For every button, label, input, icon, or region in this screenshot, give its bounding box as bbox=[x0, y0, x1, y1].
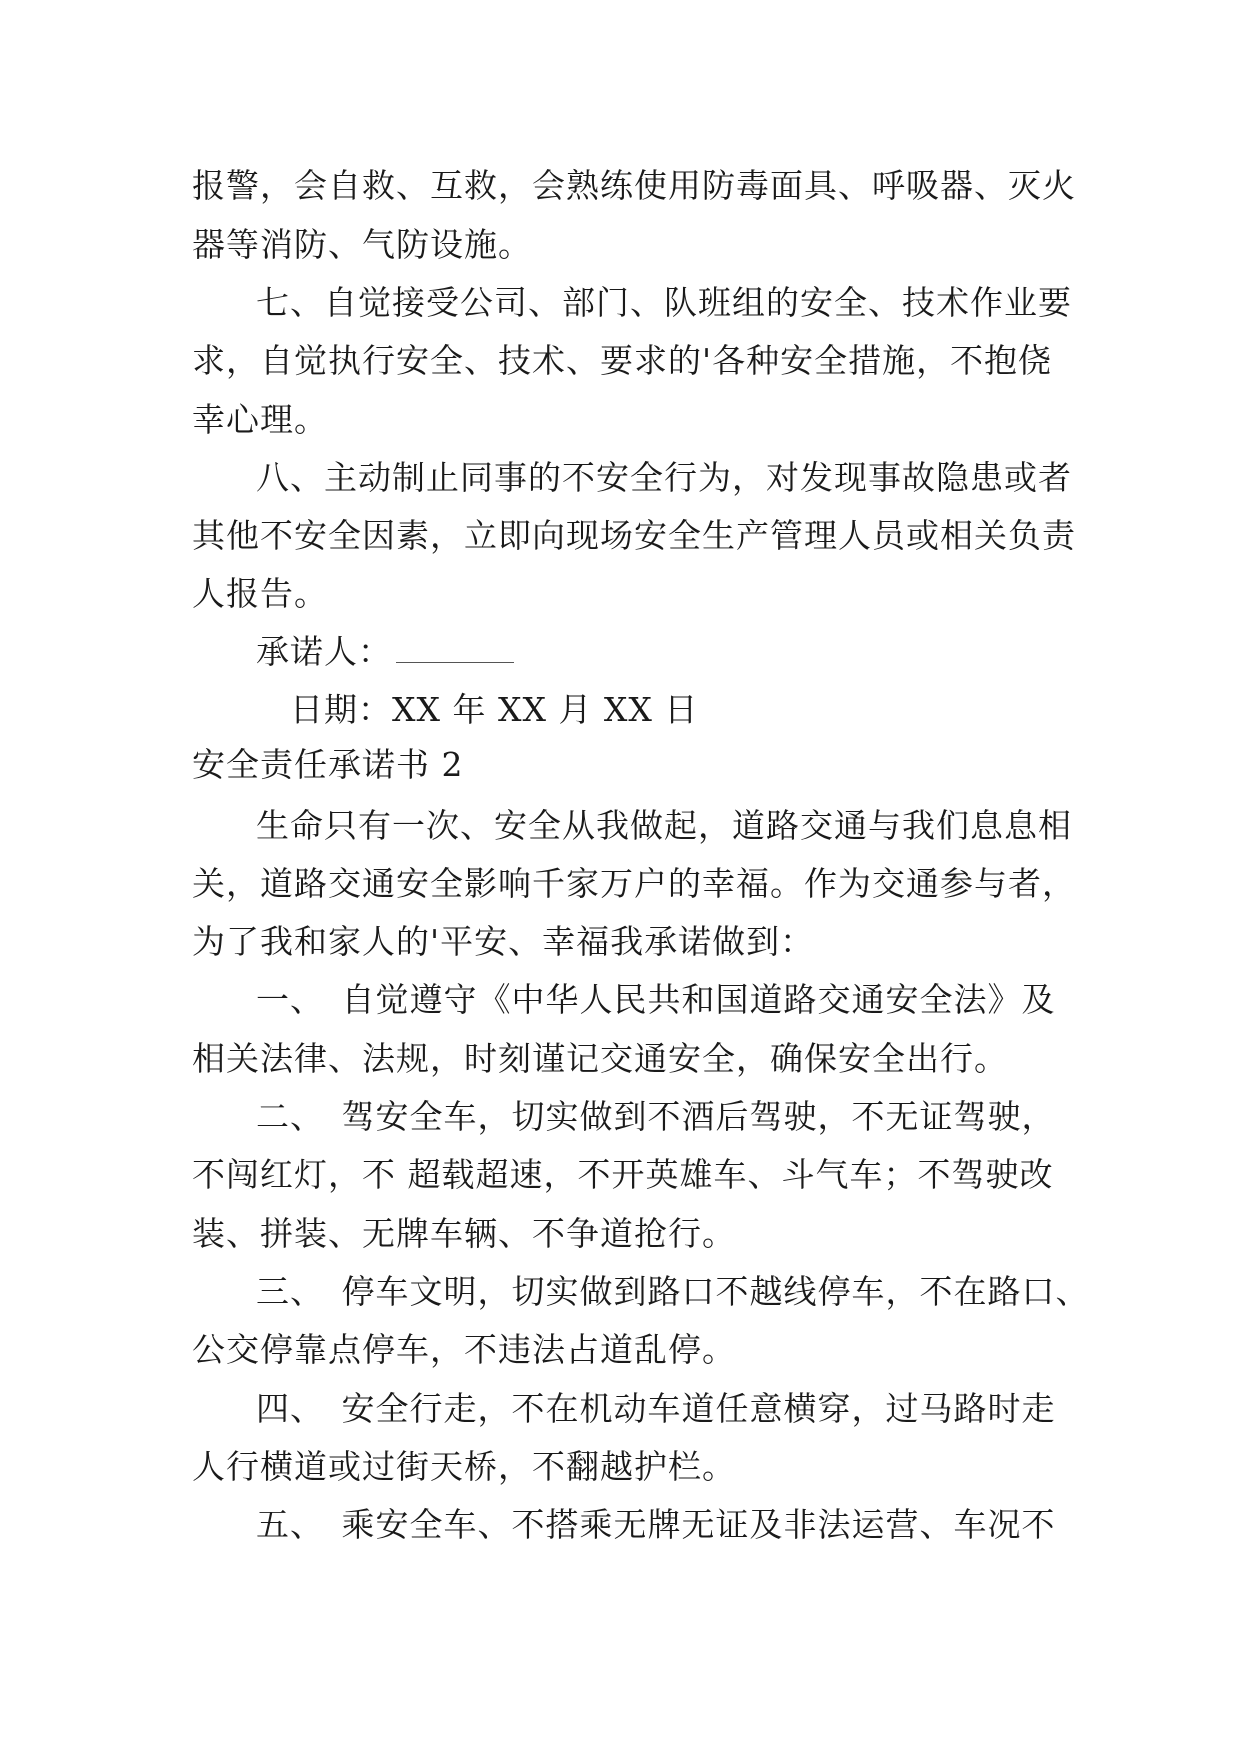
signature-line bbox=[256, 632, 514, 672]
signatory-label: 承诺人： bbox=[256, 632, 392, 671]
item-1-start: 一、 自觉遵守《中华人民共和国道路交通安全法》及 bbox=[256, 980, 1056, 1019]
text-line: 器等消防、气防设施。 bbox=[192, 225, 532, 264]
text-line: 相关法律、法规，时刻谨记交通安全，确保安全出行。 bbox=[192, 1039, 1008, 1078]
date-line: 日期：XX 年 XX 月 XX 日 bbox=[290, 690, 699, 729]
item-5-start: 五、 乘安全车、不搭乘无牌无证及非法运营、车况不 bbox=[256, 1505, 1056, 1544]
text-line: 幸心理。 bbox=[192, 400, 328, 439]
intro-paragraph-start: 生命只有一次、安全从我做起，道路交通与我们息息相 bbox=[256, 806, 1072, 845]
item-3-start: 三、 停车文明，切实做到路口不越线停车，不在路口、 bbox=[256, 1272, 1090, 1311]
text-line: 其他不安全因素，立即向现场安全生产管理人员或相关负责 bbox=[192, 516, 1076, 555]
signature-blank bbox=[396, 634, 514, 663]
text-line: 求，自觉执行安全、技术、要求的'各种安全措施，不抱侥 bbox=[192, 341, 1053, 380]
text-line: 公交停靠点停车，不违法占道乱停。 bbox=[192, 1330, 736, 1369]
item-4-start: 四、 安全行走，不在机动车道任意横穿，过马路时走 bbox=[256, 1389, 1056, 1428]
text-line: 装、拼装、无牌车辆、不争道抢行。 bbox=[192, 1214, 736, 1253]
text-line: 人行横道或过街天桥，不翻越护栏。 bbox=[192, 1447, 736, 1486]
paragraph-7-start: 七、自觉接受公司、部门、队班组的安全、技术作业要 bbox=[256, 283, 1072, 322]
section-title: 安全责任承诺书 2 bbox=[192, 745, 464, 784]
text-line: 人报告。 bbox=[192, 574, 328, 613]
text-line: 为了我和家人的'平安、幸福我承诺做到： bbox=[192, 922, 815, 961]
text-line: 关，道路交通安全影响千家万户的幸福。作为交通参与者， bbox=[192, 864, 1076, 903]
paragraph-8-start: 八、主动制止同事的不安全行为，对发现事故隐患或者 bbox=[256, 458, 1072, 497]
item-2-start: 二、 驾安全车，切实做到不酒后驾驶，不无证驾驶， bbox=[256, 1097, 1056, 1136]
text-line: 报警，会自救、互救，会熟练使用防毒面具、呼吸器、灭火 bbox=[192, 166, 1076, 205]
text-line: 不闯红灯，不 超载超速，不开英雄车、斗气车；不驾驶改 bbox=[192, 1155, 1054, 1194]
